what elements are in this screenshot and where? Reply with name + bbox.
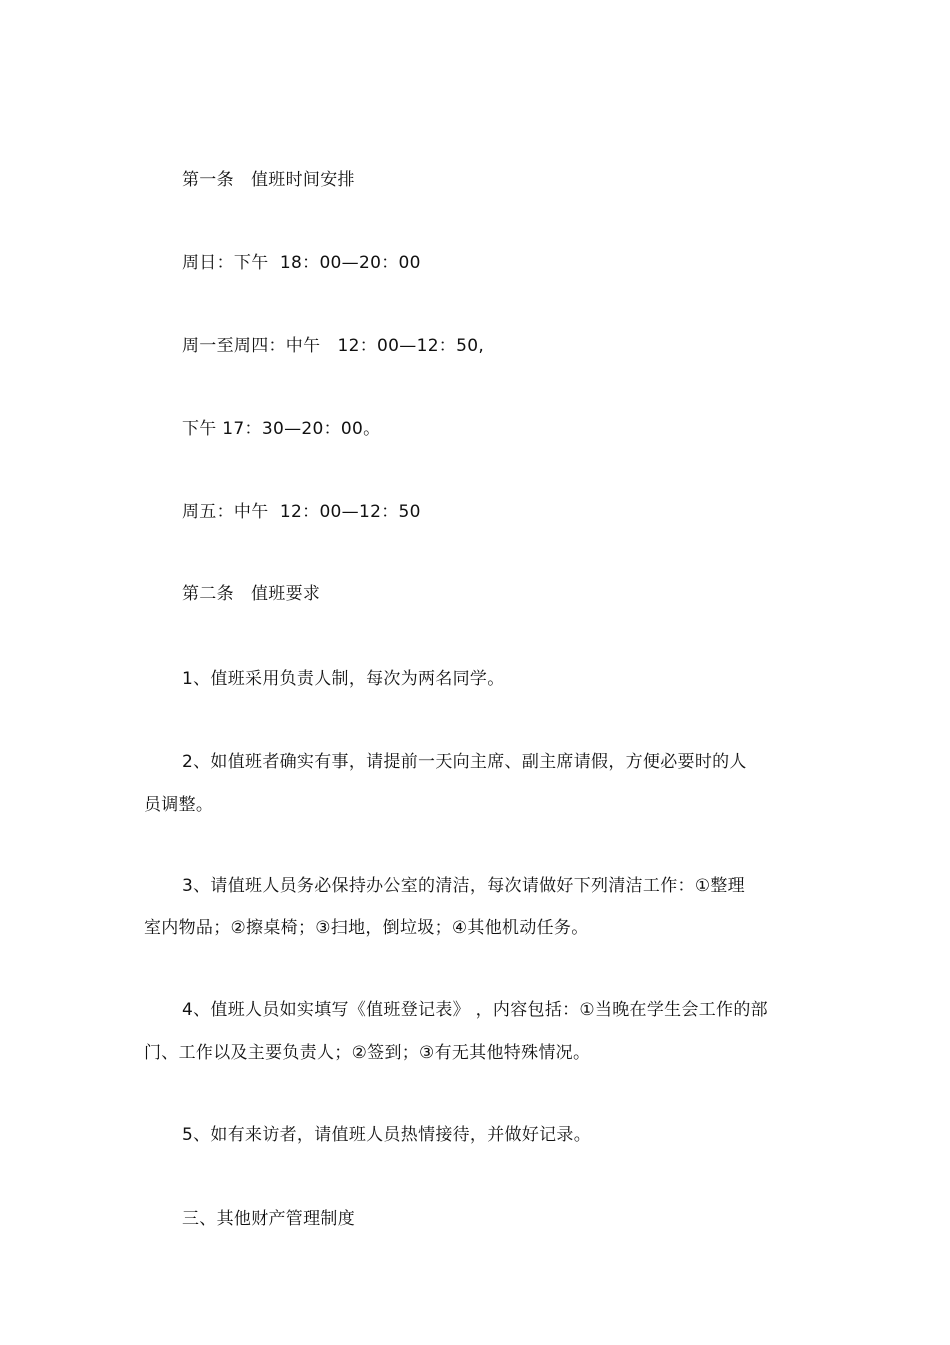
- requirement-item-1: 1、值班采用负责人制，每次为两名同学。: [182, 669, 505, 689]
- requirement-item-5: 5、如有来访者，请值班人员热情接待，并做好记录。: [182, 1125, 592, 1145]
- schedule-monday-thursday-noon: 周一至周四：中午 12：00—12：50,: [182, 336, 485, 356]
- schedule-monday-thursday-afternoon: 下午 17：30—20：00。: [182, 419, 381, 439]
- requirement-item-4-line-2: 门、工作以及主要负责人；②签到；③有无其他特殊情况。: [144, 1043, 591, 1063]
- requirement-item-2-line-2: 员调整。: [144, 795, 214, 815]
- section-heading-duty-requirements: 第二条 值班要求: [182, 584, 321, 604]
- section-heading-property-management: 三、其他财产管理制度: [182, 1209, 355, 1229]
- schedule-friday: 周五：中午 12：00—12：50: [182, 502, 421, 522]
- requirement-item-3-line-2: 室内物品；②擦桌椅；③扫地，倒垃圾；④其他机动任务。: [144, 918, 589, 938]
- requirement-item-2-line-1: 2、如值班者确实有事，请提前一天向主席、副主席请假，方便必要时的人: [182, 752, 747, 772]
- requirement-item-4-line-1: 4、值班人员如实填写《值班登记表》 ，内容包括：①当晚在学生会工作的部: [182, 1000, 768, 1020]
- schedule-sunday: 周日：下午 18：00—20：00: [182, 253, 421, 273]
- requirement-item-3-line-1: 3、请值班人员务必保持办公室的清洁，每次请做好下列清洁工作：①整理: [182, 876, 745, 896]
- section-heading-duty-schedule: 第一条 值班时间安排: [182, 170, 355, 190]
